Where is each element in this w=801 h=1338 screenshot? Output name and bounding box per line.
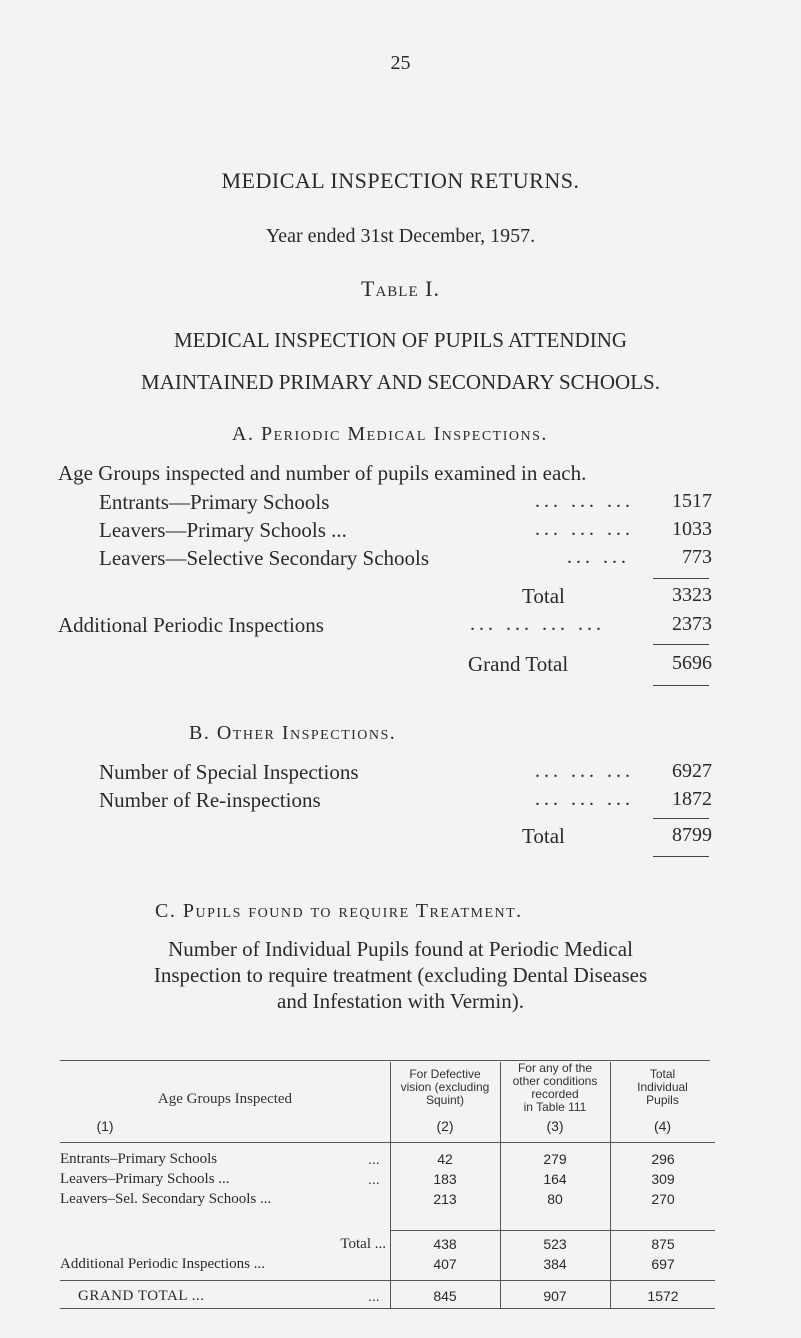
leader-dots: ... ... ... (535, 788, 634, 810)
table-row-label: Leavers–Primary Schools ... (60, 1171, 230, 1187)
section-a-row-label: Leavers—Selective Secondary Schools (99, 546, 430, 570)
section-a-row-value: 773 (682, 546, 712, 568)
heading-line-1: MEDICAL INSPECTION OF PUPILS ATTENDING (173, 328, 628, 352)
table-cell: 164 (543, 1171, 567, 1187)
table-header-total-pupils: Total Individual Pupils (637, 1067, 688, 1107)
table-row-label: Leavers–Sel. Secondary Schools ... (60, 1191, 272, 1207)
table-bottom-rule (60, 1308, 715, 1309)
table-cell: 80 (547, 1191, 563, 1207)
table-cell: 523 (543, 1236, 567, 1252)
section-a-total-label: Total (522, 584, 565, 608)
table-cell: 907 (543, 1288, 567, 1304)
table-header-defective-vision: For Defective vision (excluding Squint) (400, 1067, 490, 1107)
table-cell: 438 (433, 1236, 457, 1252)
leader-dots: ... (368, 1151, 380, 1167)
table-subtotal-rule (390, 1230, 715, 1231)
table-header-other-conditions: For any of the other conditions recorded in Table 111 (512, 1061, 598, 1114)
table-header-num: (4) (653, 1118, 672, 1134)
table-cell: 270 (651, 1191, 675, 1207)
leader-dots: ... ... ... ... (470, 613, 605, 635)
section-b-row-value: 1872 (672, 788, 712, 810)
table-row-label: Entrants–Primary Schools (60, 1151, 218, 1167)
leader-dots: ... (368, 1171, 380, 1187)
table-header-age-groups: Age Groups Inspected (157, 1091, 293, 1107)
section-a-title: A. Periodic Medical Inspections. (232, 423, 548, 445)
year-line: Year ended 31st December, 1957. (265, 225, 536, 247)
sum-rule (653, 685, 709, 686)
grand-total-label: Grand Total (468, 652, 569, 676)
table-cell: 845 (433, 1288, 457, 1304)
section-b-row-value: 6927 (672, 760, 712, 782)
section-c-paragraph-line: Inspection to require treatment (excluding Dental Diseases (153, 963, 648, 987)
leader-dots: ... ... (567, 546, 630, 568)
grand-total-value: 5696 (672, 652, 712, 674)
section-c-paragraph-line: and Infestation with Vermin). (277, 989, 524, 1013)
section-c-paragraph-line: Number of Individual Pupils found at Periodic Medical (168, 937, 633, 961)
section-b-row-label: Number of Special Inspections (99, 760, 359, 784)
section-b-total-value: 8799 (672, 824, 712, 846)
table-cell: 183 (433, 1171, 457, 1187)
table-cell: 42 (437, 1151, 453, 1167)
sum-rule (653, 578, 709, 579)
table-cell: 875 (651, 1236, 675, 1252)
table-cell: 407 (433, 1256, 457, 1272)
section-b-row-label: Number of Re-inspections (99, 788, 321, 812)
table-cell: 296 (651, 1151, 675, 1167)
table-cell: 697 (651, 1256, 675, 1272)
sum-rule (653, 644, 709, 645)
table-cell: 309 (651, 1171, 675, 1187)
leader-dots: ... ... ... (535, 518, 634, 540)
additional-inspections-label: Additional Periodic Inspections (58, 613, 324, 637)
table-header-num: (2) (436, 1118, 454, 1134)
section-a-row-label: Entrants—Primary Schools (99, 490, 330, 514)
table-header-rule (60, 1142, 715, 1143)
leader-dots: ... ... ... (535, 760, 634, 782)
additional-inspections-value: 2373 (672, 613, 712, 635)
table-cell: 279 (543, 1151, 567, 1167)
section-b-title: B. Other Inspections. (189, 722, 397, 744)
table-top-rule (60, 1060, 710, 1061)
table-grand-total-rule (60, 1280, 715, 1281)
table-cell: 213 (433, 1191, 457, 1207)
section-a-row-value: 1033 (672, 518, 712, 540)
table-row-label: Additional Periodic Inspections ... (60, 1256, 265, 1272)
table-header-num: (1) (96, 1118, 114, 1134)
table-grand-total-label: GRAND TOTAL ... (78, 1288, 205, 1304)
table-label: Table I. (361, 276, 440, 301)
section-c-title: C. Pupils found to require Treatment. (155, 900, 523, 922)
leader-dots: ... ... ... (535, 490, 634, 512)
heading-line-2: MAINTAINED PRIMARY AND SECONDARY SCHOOLS. (141, 370, 660, 394)
table-total-label: Total ... (340, 1236, 386, 1252)
table-header-num: (3) (546, 1118, 564, 1134)
section-b-total-label: Total (522, 824, 565, 848)
section-a-row-value: 1517 (672, 490, 712, 512)
section-a-intro: Age Groups inspected and number of pupils examined in each. (58, 461, 587, 485)
section-a-row-label: Leavers—Primary Schools ... (99, 518, 347, 542)
table-cell: 1572 (647, 1288, 679, 1304)
sum-rule (653, 818, 709, 819)
leader-dots: ... (368, 1288, 380, 1304)
sum-rule (653, 856, 709, 857)
page-title: MEDICAL INSPECTION RETURNS. (221, 168, 580, 193)
page-number: 25 (390, 52, 411, 74)
table-cell: 384 (543, 1256, 567, 1272)
section-a-total-value: 3323 (672, 584, 712, 606)
